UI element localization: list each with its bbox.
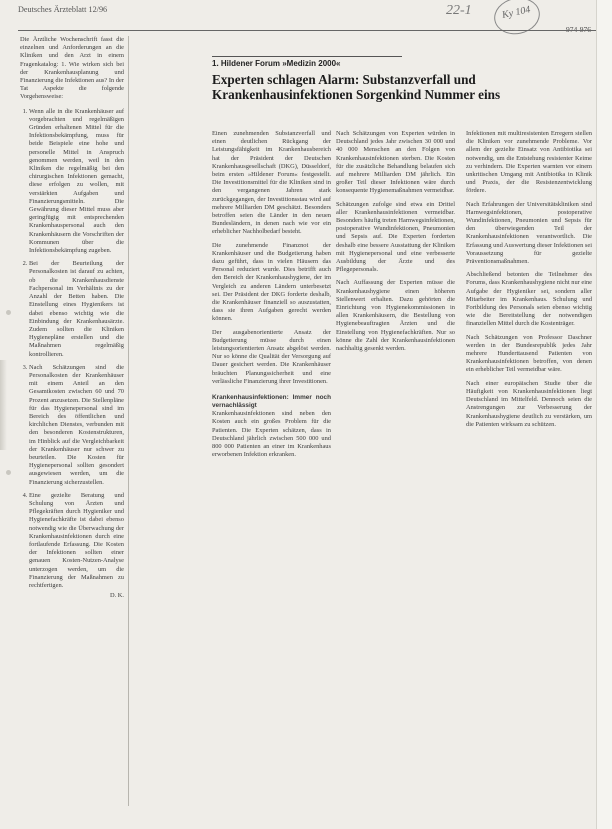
header-rule xyxy=(18,30,596,31)
paragraph: Nach Schätzungen von Experten würden in Deutschland jedes Jahr zwischen 30 000 und 40 000 Menschen an den Folgen von Krankenhausinfektionen sterben. Die Kosten für die zusätzliche Behandlung belaufen sich auf mehrere Milliarden DM jährlich. Ein großer Teil dieser Infektionen wäre durch konsequente Hygienemaßnahmen vermeidbar. xyxy=(336,130,455,195)
list-item: 2. Bei der Beurteilung der Personalkosten ist darauf zu achten, ob die Krankenhausdienste Fachpersonal im Verhältnis zu der Anzahl der Betten haben. Die Einstellung eines Hygienikers ist dabei ebenso wichtig wie die Einbindung der Krankenhausärzte. Zudem sollten die Kliniken Hygienepläne erstellen und die Maßnahmen regelmäßig kontrollieren. xyxy=(29,260,124,358)
column-divider xyxy=(128,36,129,806)
list-item: 1. Wenn alle in die Krankenhäuser auf vorgebrachten und regelmäßigen Gründen erhaltenen Mittel für die Infektionsbekämpfung, muss für beide Beispiele eine hohe und personelle Mittel in Anspruch genommen werden, weil in den Kliniken die regelmäßig bei den chirurgischen Infektionen gemacht, diese erfolgen zu wollen, mit verstärkten Aufgaben und Finanzierungsmitteln. Die Gewährung dieser Mittel muss aber geringfügig mit entsprechenden Krankenhauspersonal auch den Krankenhäusern die Vorschriften der Kommunen über die Infektionsbekämpfung zugeben. xyxy=(29,108,124,256)
list-item: 3. Nach Schätzungen sind die Personalkosten der Krankenhäuser mit einem Anteil an den Gesamtkosten zwischen 60 und 70 Prozent anzusetzen. Die Stellenpläne für das Hygienepersonal sind im Bereich des öffentlichen und kirchlichen Dienstes, verbunden mit den besonderen Kostenstrukturen, im Hinblick auf die Vergleichbarkeit der Krankenhäuser nur schwer zu beurteilen. Die Kosten für Hygienepersonal sollten gesondert ausgewiesen werden, um die Finanzierung sicherzustellen. xyxy=(29,364,124,487)
article-column-3 xyxy=(466,130,592,434)
list-item: 4. Eine gezielte Beratung und Schulung von Ärzten und Pflegekräften durch Hygieniker und Hygienefachkräfte ist dabei ebenso notwendig wie die Überwachung der Krankenhausinfektionen durch eine fortlaufende Erfassung. Die Kosten der Infektionen sollten einer genauen Kosten-Nutzen-Analyse unterzogen werden, um die Finanzierung der Maßnahmen zu rechtfertigen. xyxy=(29,492,124,590)
paragraph: Nach Schätzungen von Professor Daschner werden in der Bundesrepublik jedes Jahr mehrere Hunderttausend Patienten von Krankenhausinfektionen betroffen, von denen ein erheblicher Teil vermeidbar wäre. xyxy=(466,333,592,374)
page-edge xyxy=(596,0,612,829)
left-column xyxy=(20,36,124,600)
subsection-title: Krankenhausinfektionen: Immer noch vernachlässigt xyxy=(212,394,331,410)
paragraph: Infektionen mit multiresistenten Erregern stellen die Kliniken vor zunehmende Probleme. Vor allem der gezielte Einsatz von Antibiotika sei notwendig, um die Entstehung resistenter Keime zu verhindern. Die Experten warnten vor einem unkritischen Umgang mit Antibiotika in Klinik und Praxis, der die Resistenzentwicklung fördere. xyxy=(466,130,592,195)
punch-hole xyxy=(6,310,11,315)
author-initials: D. K. xyxy=(109,592,124,600)
punch-hole xyxy=(6,470,11,475)
paragraph: Schätzungen zufolge sind etwa ein Drittel aller Krankenhausinfektionen vermeidbar. Besonders häufig treten Harnwegsinfektionen, postoperative Wundinfektionen, Pneumonien und Sepsis auf. Die Experten forderten deshalb eine bessere Ausstattung der Kliniken mit Hygienepersonal und eine verbesserte Ausbildung der Ärzte und des Pflegepersonals. xyxy=(336,200,455,274)
subsection xyxy=(212,394,331,459)
article-column-2 xyxy=(336,130,455,358)
paragraph: Abschließend betonten die Teilnehmer des Forums, dass Krankenhaushygiene nicht nur eine Aufgabe der Hygieniker sei, sondern aller Mitarbeiter im Krankenhaus. Schulung und Fortbildung des Personals seien ebenso wichtig wie die Bereitstellung der notwendigen finanziellen Mittel durch die Kostenträger. xyxy=(466,271,593,328)
paragraph: Nach Erfahrungen der Universitätskliniken sind Harnwegsinfektionen, postoperative Wundinfektionen, Pneumonien und Sepsis für den überwiegenden Teil der Krankenhausinfektionen verantwortlich. Die Erfassung und Auswertung dieser Infektionen sei Voraussetzung für gezielte Präventionsmaßnahmen. xyxy=(466,200,592,266)
handwritten-reference: 22-1 xyxy=(446,3,472,18)
article-headline: Experten schlagen Alarm: Substanzverfall und Krankenhausinfektionen Sorgenkind Nummer eins xyxy=(212,72,501,102)
paragraph: Krankenhausinfektionen sind neben den Kosten auch ein großes Problem für die Patienten. Die Experten schätzen, dass in Deutschland jährlich zwischen 500 000 und 800 000 Patienten an einer im Krankenhaus erworbenen Infektion erkranken. xyxy=(212,410,331,459)
left-list xyxy=(20,108,124,591)
paragraph: Die zunehmende Finanznot der Krankenhäuser und die Budgetierung haben dazu geführt, dass in vielen Häusern das Personal reduziert wurde. Dies betrifft auch den Bereich der Krankenhaushygiene, der im Vergleich zu anderen Ländern unterbesetzt sei. Der Präsident der DKG forderte deshalb, die Krankenhäuser finanziell so auszustatten, dass sie ihren Aufgaben gerecht werden können. xyxy=(212,241,331,323)
binding-shadow xyxy=(0,360,7,450)
article-kicker: 1. Hildener Forum »Medizin 2000« xyxy=(212,56,402,68)
left-intro: Die Ärztliche Wochenschrift fasst die einzelnen und Anforderungen an die Kliniken und den Arzt in einem Fragenkatalog: 1. Wie wirken sich bei der Krankenhausplanung und Finanzierung die Infektionen aus? In der Tat Aspekte die folgende Vorgehensweise: xyxy=(20,36,124,101)
stamp-text: Ky 104 xyxy=(501,4,532,21)
journal-name: Deutsches Ärzteblatt 12/96 xyxy=(18,5,108,14)
article-column-1 xyxy=(212,130,331,464)
archive-stamp xyxy=(491,0,543,38)
paragraph: Nach einer europäischen Studie über die Häufigkeit von Krankenhausinfektionen liegt Deutschland im Mittelfeld. Dennoch seien die Anstrengungen zur Verbesserung der Krankenhaushygiene deutlich zu verstärken, um die Patienten wirksam zu schützen. xyxy=(466,379,592,428)
paragraph: Einen zunehmenden Substanzverfall und einen deutlichen Rückgang der Leistungsfähigkeit im Krankenhausbereich hat der Präsident der Deutschen Krankenhausgesellschaft (DKG), Düsseldorf, beim ersten »Hildener Forum« festgestellt. Die Investitionsmittel für die Kliniken sind in den vergangenen Jahren stark zurückgegangen, der Investitionsstau wird auf mehrere Milliarden DM geschätzt. Besonders betroffen seien die Länder in den neuen Bundesländern, in denen nach wie vor ein erheblicher Nachholbedarf besteht. xyxy=(212,130,331,236)
paragraph: Der ausgabenorientierte Ansatz der Budgetierung müsse durch einen leistungsorientierten Ansatz abgelöst werden. Nur so könne die Qualität der Versorgung auf Dauer gesichert werden. Die Krankenhäuser bräuchten Planungssicherheit und eine verlässliche Finanzierung ihrer Investitionen. xyxy=(212,328,331,385)
paragraph: Nach Auffassung der Experten müsse die Krankenhaushygiene einen höheren Stellenwert erhalten. Dazu gehörten die Einrichtung von Hygienekommissionen in allen Krankenhäusern, die Bestellung von Hygienebeauftragten Ärzten und die Einstellung von Hygienefachkräften. Nur so könne die Zahl der Krankenhausinfektionen nachhaltig gesenkt werden. xyxy=(336,279,455,353)
